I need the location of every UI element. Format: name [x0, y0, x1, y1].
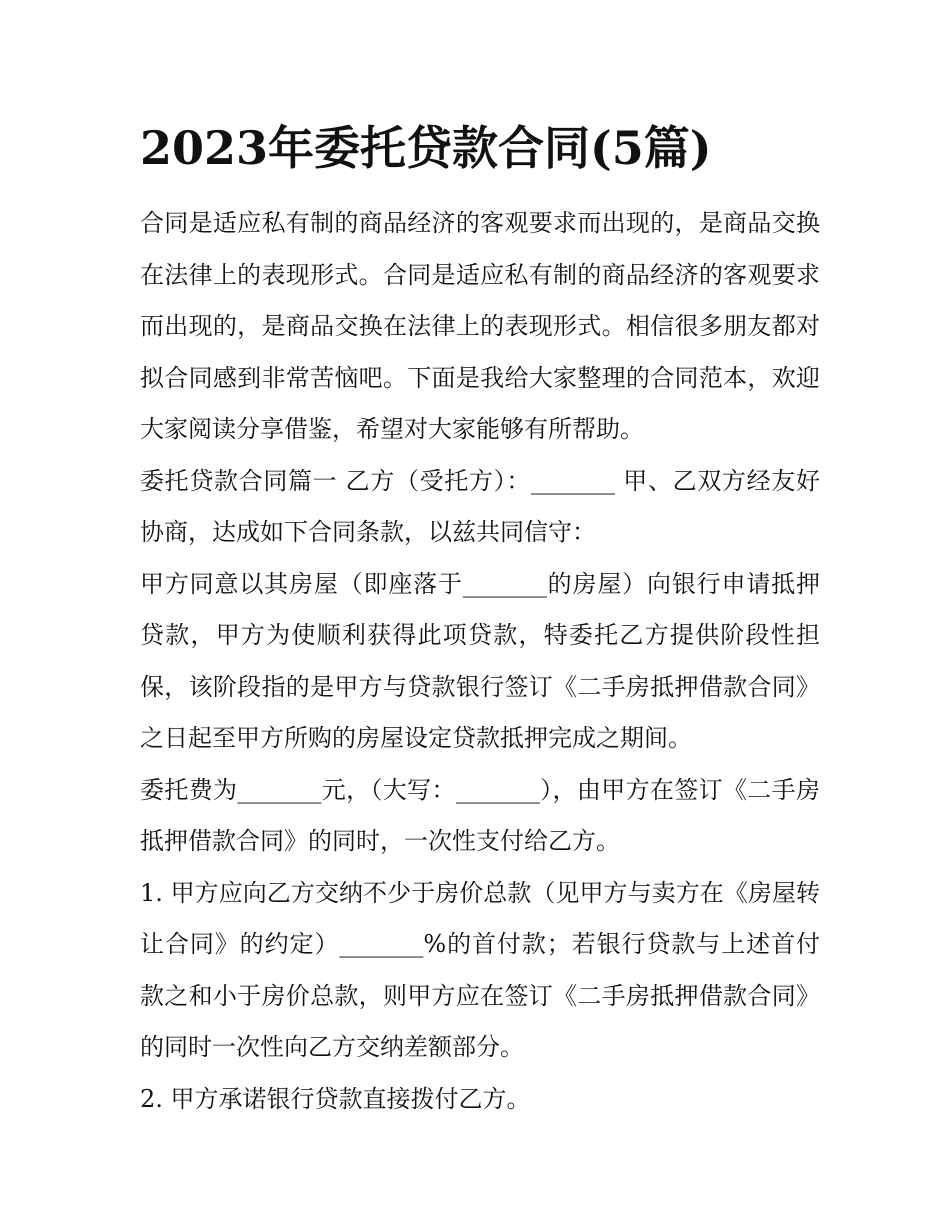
fee-clause-paragraph: 委托费为_______元，（大写：_______），由甲方在签订《二手房抵押借款合同》的同时，一次性支付给乙方。: [140, 775, 820, 855]
contract-party-paragraph: 委托贷款合同篇一 乙方（受托方）：_______ 甲、乙双方经友好协商，达成如下合同条款，以兹共同信守：: [140, 466, 820, 546]
clause-2-paragraph: 2. 甲方承诺银行贷款直接拨付乙方。: [140, 1084, 531, 1113]
clause-1-paragraph: 1. 甲方应向乙方交纳不少于房价总款（见甲方与卖方在《房屋转让合同》的约定）_______%的首付款；若银行贷款与上述首付款之和小于房价总款，则甲方应在签订《二手房抵押借款合同》的同时一次性向乙方交纳差额部分。: [140, 878, 820, 1061]
document-title: 2023年委托贷款合同(5篇): [140, 121, 712, 175]
intro-paragraph: 合同是适应私有制的商品经济的客观要求而出现的，是商品交换在法律上的表现形式。合同是适应私有制的商品经济的客观要求而出现的，是商品交换在法律上的表现形式。相信很多朋友都对拟合同感到非常苦恼吧。下面是我给大家整理的合同范本，欢迎大家阅读分享借鉴，希望对大家能够有所帮助。: [140, 209, 820, 443]
mortgage-clause-paragraph: 甲方同意以其房屋（即座落于_______的房屋）向银行申请抵押贷款，甲方为使顺利获得此项贷款，特委托乙方提供阶段性担保，该阶段指的是甲方与贷款银行签订《二手房抵押借款合同》之日起至甲方所购的房屋设定贷款抵押完成之期间。: [140, 569, 820, 752]
document-page: [140, 112, 820, 1125]
